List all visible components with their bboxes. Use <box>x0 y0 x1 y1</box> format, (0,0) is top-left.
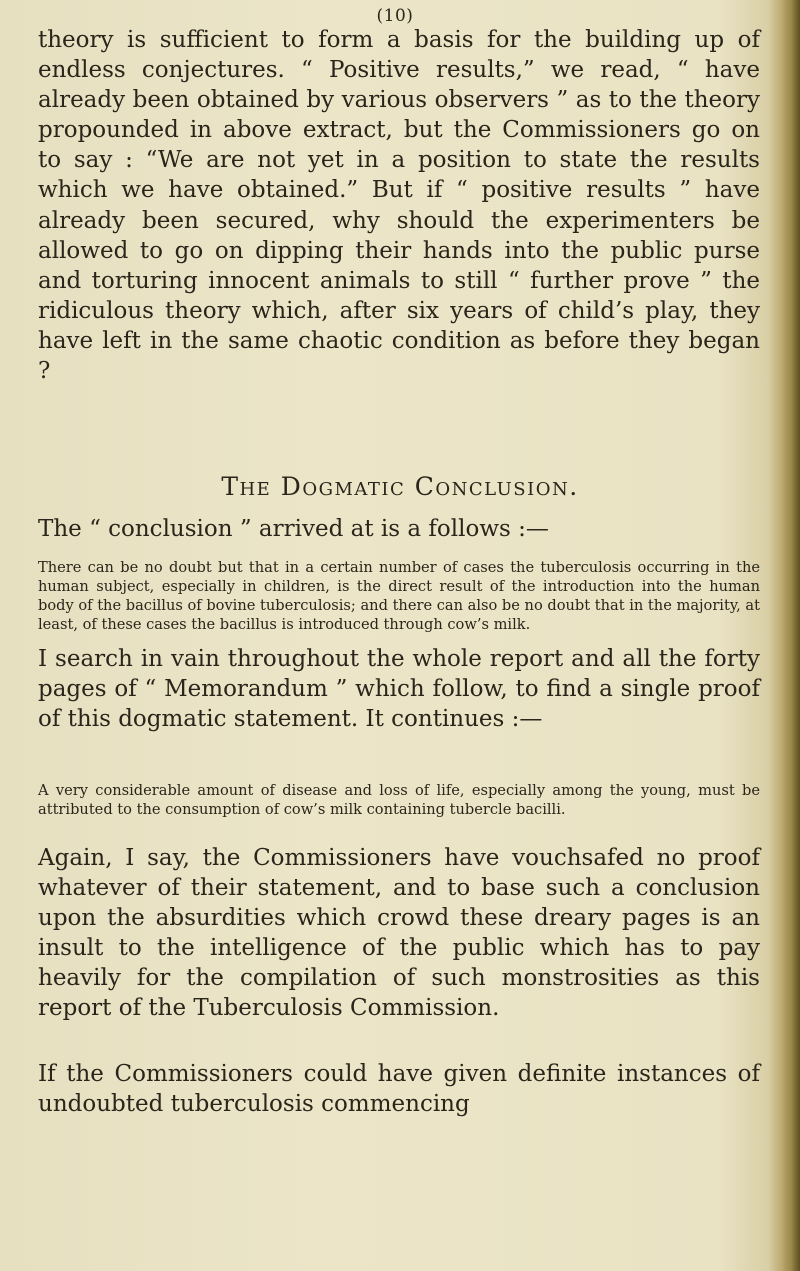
page-edge-shadow <box>782 0 800 1271</box>
paragraph-if: If the Commissioners could have given definite instances of undoubted tuberculosis commencing <box>38 1061 760 1118</box>
paragraph-intro: theory is sufficient to form a basis for the building up of endless conjectures. “ Positive results,” we read, “ have already been obtained by various observers ” as to the theory propounded in above extract, but the Commissioners go on to say : “We are not yet in a position to state the results which we have obtained.” But if “ positive results ” have already been secured, why should the experimenters be allowed to go on dipping their hands into the public purse and torturing innocent animals to still “ further prove ” the ridiculous theory which, after six years of child’s play, they have left in the same chaotic condition as before they began ? <box>38 27 760 385</box>
section-heading: The Dogmatic Conclusion. <box>221 472 579 501</box>
block-quote-conclusion: There can be no doubt but that in a certain number of cases the tuberculosis occurring in the human subject, especially in children, is the direct result of the introduction into the human body of the bacillus of bovine tuberculosis; and there can also be no doubt that in the majority, at least, of these cases the bacillus is introduced through cow’s milk. <box>38 559 760 633</box>
page-number: (10) <box>376 6 414 26</box>
paragraph-search: I search in vain throughout the whole report and all the forty pages of “ Memorandum ” which follow, to find a single proof of this dogmatic statement. It continues :— <box>38 646 760 733</box>
paragraph-again: Again, I say, the Commissioners have vouchsafed no proof whatever of their statement, and to base such a conclusion upon the absurdities which crowd these dreary pages is an insult to the intelligence of the public which has to pay heavily for the compilation of such monstrosities as this report of the Tuberculosis Commission. <box>38 845 760 1022</box>
paragraph-conclusion-intro: The “ conclusion ” arrived at is a follows :— <box>38 516 549 542</box>
block-quote-continues: A very considerable amount of disease and loss of life, especially among the young, must be attributed to the consumption of cow’s milk containing tubercle bacilli. <box>38 782 760 818</box>
